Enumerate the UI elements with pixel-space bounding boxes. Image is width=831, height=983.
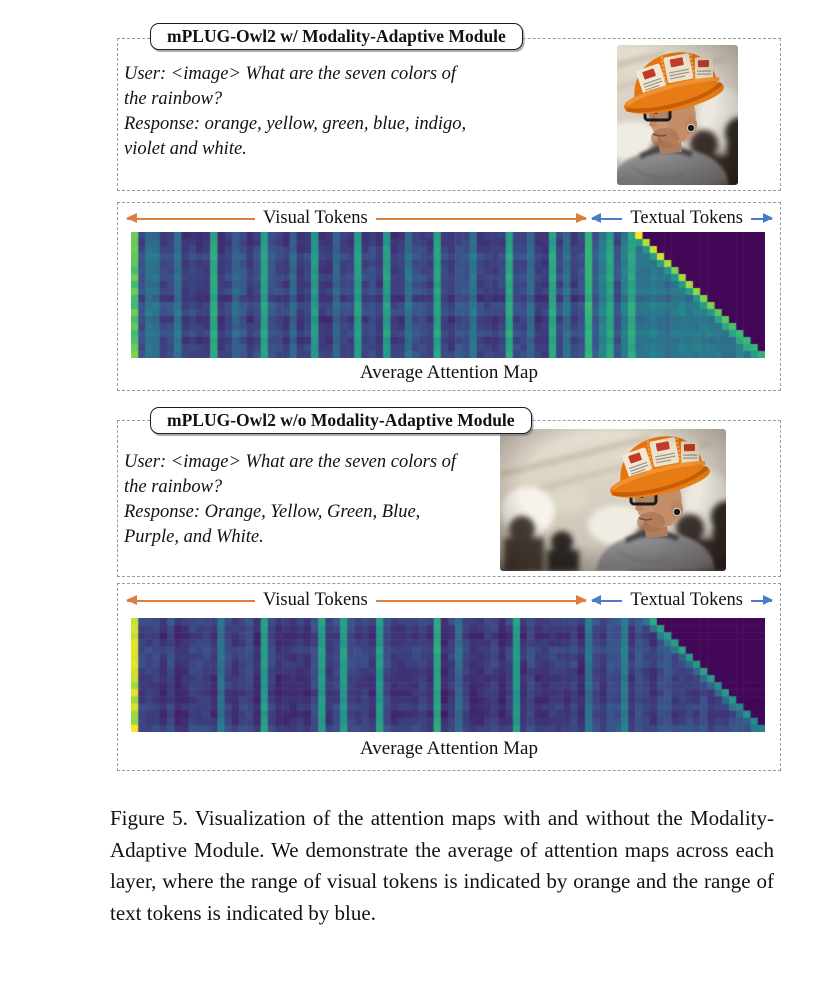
dialog-line: violet and white.	[124, 139, 247, 159]
token-range-arrows-2	[127, 591, 772, 611]
attention-heatmap-1	[131, 232, 765, 358]
map-caption-1: Average Attention Map	[360, 362, 538, 383]
visual-tokens-arrow-left-icon	[127, 218, 255, 221]
figure-caption: Figure 5. Visualization of the attention maps with and without the Modality-Adaptive Module. We demonstrate the average of attention maps across each layer, where the range of visual tokens is indicated by orange and the range of text tokens is indicated by blue.	[110, 806, 774, 925]
dialog-line: the rainbow?	[124, 89, 223, 109]
textual-tokens-label: Textual Tokens	[630, 207, 743, 228]
map-caption-2: Average Attention Map	[360, 738, 538, 759]
user-photo-1	[617, 45, 738, 185]
token-range-arrows-1	[127, 209, 772, 229]
dialog-line: Response: orange, yellow, green, blue, indigo,	[124, 114, 467, 134]
textual-tokens-arrow-right-icon	[751, 218, 772, 221]
textual-tokens-arrow-left-icon	[592, 218, 622, 221]
user-photo-2	[500, 429, 726, 571]
dialog-with-mam	[124, 62, 610, 162]
attention-heatmap-2	[131, 618, 765, 732]
dialog-line: the rainbow?	[124, 477, 223, 497]
dialog-line: Response: Orange, Yellow, Green, Blue,	[124, 502, 421, 522]
visual-tokens-arrow-left-icon	[127, 600, 255, 603]
dialog-line: Purple, and White.	[124, 527, 264, 547]
visual-tokens-arrow-right-icon	[376, 600, 587, 603]
textual-tokens-arrow-left-icon	[592, 600, 622, 603]
visual-tokens-label: Visual Tokens	[263, 207, 368, 228]
dialog-line: User: <image> What are the seven colors of	[124, 64, 457, 84]
visual-tokens-label: Visual Tokens	[263, 589, 368, 610]
textual-tokens-arrow-right-icon	[751, 600, 772, 603]
panel-without-mam-title-text: mPLUG-Owl2 w/o Modality-Adaptive Module	[167, 410, 515, 430]
textual-tokens-label: Textual Tokens	[630, 589, 743, 610]
panel-without-mam-title	[150, 407, 532, 434]
dialog-line: User: <image> What are the seven colors of	[124, 452, 457, 472]
panel-with-mam-title	[150, 23, 523, 50]
panel-with-mam-title-text: mPLUG-Owl2 w/ Modality-Adaptive Module	[167, 26, 506, 46]
visual-tokens-arrow-right-icon	[376, 218, 587, 221]
